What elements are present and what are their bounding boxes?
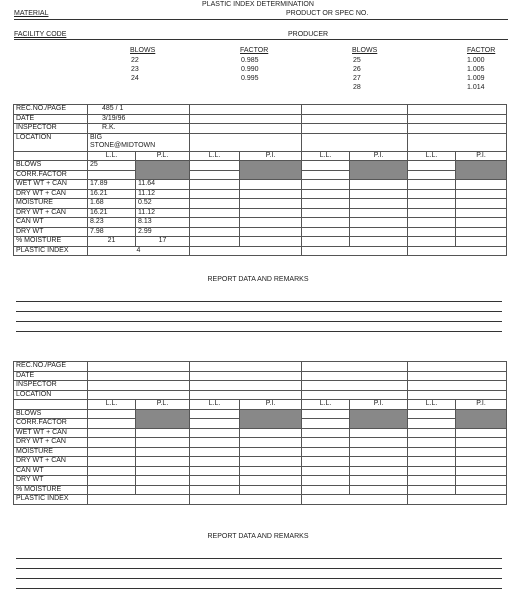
dry-wt-can-label: DRY WT + CAN: [14, 189, 88, 199]
ll-corr-factor[interactable]: [88, 170, 136, 180]
blows-row: [14, 161, 507, 171]
blows-label: BLOWS: [14, 161, 88, 171]
can-wt-label: CAN WT: [14, 466, 88, 476]
pct-moisture-label: % MOISTURE: [14, 485, 88, 495]
location-row: [14, 390, 507, 400]
rec-no-row: [14, 362, 507, 372]
inspector-value[interactable]: R.K.: [88, 124, 190, 134]
pl-pct-moisture[interactable]: 17: [136, 237, 190, 247]
pi-header: P.I.: [350, 400, 408, 410]
ll-blows[interactable]: 25: [88, 161, 136, 171]
remark-line[interactable]: [16, 331, 502, 332]
date-label: DATE: [14, 114, 88, 124]
report-remarks-title-1: REPORT DATA AND REMARKS: [207, 276, 309, 283]
pct-moisture-row: [14, 237, 507, 247]
column-header-row: [14, 151, 507, 161]
shaded-cell: [240, 409, 302, 428]
ll-header: L.L.: [190, 400, 240, 410]
rec-no-row: [14, 105, 507, 115]
pi-header: P.I.: [456, 151, 507, 161]
plastic-index-row: [14, 246, 507, 256]
ll-dry-wt-can-2[interactable]: 16.21: [88, 208, 136, 218]
factor-blows-left-2: 24: [131, 75, 139, 82]
corr-factor-label: CORR.FACTOR: [14, 170, 88, 180]
wet-wt-can-row: [14, 428, 507, 438]
plastic-index-label: PLASTIC INDEX: [14, 495, 88, 505]
corr-factor-label: CORR.FACTOR: [14, 419, 88, 429]
ll-pct-moisture[interactable]: 21: [88, 237, 136, 247]
dry-wt-label: DRY WT: [14, 476, 88, 486]
date-value[interactable]: 3/19/96: [88, 114, 190, 124]
ll-wet-wt-can[interactable]: 17.89: [88, 180, 136, 190]
test-form-2: [13, 361, 507, 505]
shaded-cell: [136, 161, 190, 180]
factor-value-right-0: 1.000: [467, 57, 485, 64]
report-remarks-title-2: REPORT DATA AND REMARKS: [207, 533, 309, 540]
wet-wt-can-label: WET WT + CAN: [14, 180, 88, 190]
facility-code-label: FACILITY CODE: [14, 31, 67, 38]
shaded-cell: [456, 161, 507, 180]
pi-header: P.I.: [240, 400, 302, 410]
factor-value-left-2: 0.995: [241, 75, 259, 82]
wet-wt-can-label: WET WT + CAN: [14, 428, 88, 438]
factor-blows-right-1: 26: [353, 66, 361, 73]
rec-no-label: REC.NO./PAGE: [14, 105, 88, 115]
pl-wet-wt-can[interactable]: 11.64: [136, 180, 190, 190]
inspector-label: INSPECTOR: [14, 124, 88, 134]
location-line-2: STONE@MIDTOWN: [90, 142, 156, 149]
dry-wt-can-label: DRY WT + CAN: [14, 208, 88, 218]
dry-wt-can-row-2: [14, 457, 507, 467]
dry-wt-row: [14, 476, 507, 486]
shaded-cell: [136, 409, 190, 428]
remark-line[interactable]: [16, 558, 502, 559]
shaded-cell: [240, 161, 302, 180]
ll-header: L.L.: [302, 151, 350, 161]
rec-no-value[interactable]: 485 / 1: [88, 105, 190, 115]
dry-wt-can-label: DRY WT + CAN: [14, 438, 88, 448]
remark-line[interactable]: [16, 588, 502, 589]
plastic-index-value[interactable]: 4: [88, 246, 190, 256]
ll-header: L.L.: [88, 400, 136, 410]
ll-header: L.L.: [408, 151, 456, 161]
form-title: PLASTIC INDEX DETERMINATION: [202, 1, 314, 8]
ll-can-wt[interactable]: 8.23: [88, 218, 136, 228]
shaded-cell: [350, 161, 408, 180]
dry-wt-can-row: [14, 438, 507, 448]
pl-dry-wt-can-2[interactable]: 11.12: [136, 208, 190, 218]
date-row: [14, 114, 507, 124]
wet-wt-can-row: [14, 180, 507, 190]
producer-label: PRODUCER: [288, 31, 329, 38]
factor-value-right-2: 1.009: [467, 75, 485, 82]
ll-dry-wt-can[interactable]: 16.21: [88, 189, 136, 199]
moisture-label: MOISTURE: [14, 447, 88, 457]
factor-blows-left-1: 23: [131, 66, 139, 73]
moisture-row: [14, 447, 507, 457]
pi-header: P.I.: [240, 151, 302, 161]
pi-header: P.I.: [350, 151, 408, 161]
ll-header: L.L.: [408, 400, 456, 410]
pl-header: P.L.: [136, 151, 190, 161]
test-form-1: [13, 104, 507, 256]
dry-wt-can-label: DRY WT + CAN: [14, 457, 88, 467]
remark-line[interactable]: [16, 311, 502, 312]
ll-moisture[interactable]: 1.68: [88, 199, 136, 209]
inspector-row: [14, 381, 507, 391]
rec-no-label: REC.NO./PAGE: [14, 362, 88, 372]
location-value[interactable]: [88, 133, 190, 151]
dry-wt-can-row-2: [14, 208, 507, 218]
remark-line[interactable]: [16, 301, 502, 302]
factor-blows-left-0: 22: [131, 57, 139, 64]
can-wt-row: [14, 218, 507, 228]
pl-header: P.L.: [136, 400, 190, 410]
shaded-cell: [456, 409, 507, 428]
pct-moisture-label: % MOISTURE: [14, 237, 88, 247]
remark-line[interactable]: [16, 568, 502, 569]
material-line: [14, 19, 508, 20]
pl-dry-wt-can[interactable]: 11.12: [136, 189, 190, 199]
moisture-label: MOISTURE: [14, 199, 88, 209]
blows-header-left: BLOWS: [130, 47, 156, 54]
inspector-label: INSPECTOR: [14, 381, 88, 391]
location-label: LOCATION: [14, 390, 88, 400]
shaded-cell: [350, 409, 408, 428]
pl-moisture[interactable]: 0.52: [136, 199, 190, 209]
ll-header: L.L.: [190, 151, 240, 161]
pl-can-wt[interactable]: 8.13: [136, 218, 190, 228]
dry-wt-row: [14, 227, 507, 237]
facility-line: [14, 39, 508, 40]
can-wt-label: CAN WT: [14, 218, 88, 228]
factor-blows-right-0: 25: [353, 57, 361, 64]
blows-label: BLOWS: [14, 409, 88, 419]
moisture-row: [14, 199, 507, 209]
ll-dry-wt[interactable]: 7.98: [88, 227, 136, 237]
factor-header-left: FACTOR: [240, 47, 269, 54]
location-label: LOCATION: [14, 133, 88, 151]
pl-dry-wt[interactable]: 2.99: [136, 227, 190, 237]
material-label: MATERIAL: [14, 10, 49, 17]
remark-line[interactable]: [16, 578, 502, 579]
product-label: PRODUCT OR SPEC NO.: [286, 10, 369, 17]
remark-line[interactable]: [16, 321, 502, 322]
blows-header-right: BLOWS: [352, 47, 378, 54]
ll-header: L.L.: [302, 400, 350, 410]
dry-wt-label: DRY WT: [14, 227, 88, 237]
pi-header: P.I.: [456, 400, 507, 410]
can-wt-row: [14, 466, 507, 476]
date-row: [14, 371, 507, 381]
pct-moisture-row: [14, 485, 507, 495]
factor-value-right-3: 1.014: [467, 84, 485, 91]
factor-value-left-1: 0.990: [241, 66, 259, 73]
factor-blows-right-3: 28: [353, 84, 361, 91]
location-row: [14, 133, 507, 151]
plastic-index-label: PLASTIC INDEX: [14, 246, 88, 256]
date-label: DATE: [14, 371, 88, 381]
factor-header-right: FACTOR: [467, 47, 496, 54]
location-line-1: BIG: [90, 134, 103, 141]
column-header-row: [14, 400, 507, 410]
factor-blows-right-2: 27: [353, 75, 361, 82]
ll-header: L.L.: [88, 151, 136, 161]
factor-value-right-1: 1.005: [467, 66, 485, 73]
plastic-index-row: [14, 495, 507, 505]
factor-value-left-0: 0.985: [241, 57, 259, 64]
blows-row: [14, 409, 507, 419]
inspector-row: [14, 124, 507, 134]
dry-wt-can-row: [14, 189, 507, 199]
